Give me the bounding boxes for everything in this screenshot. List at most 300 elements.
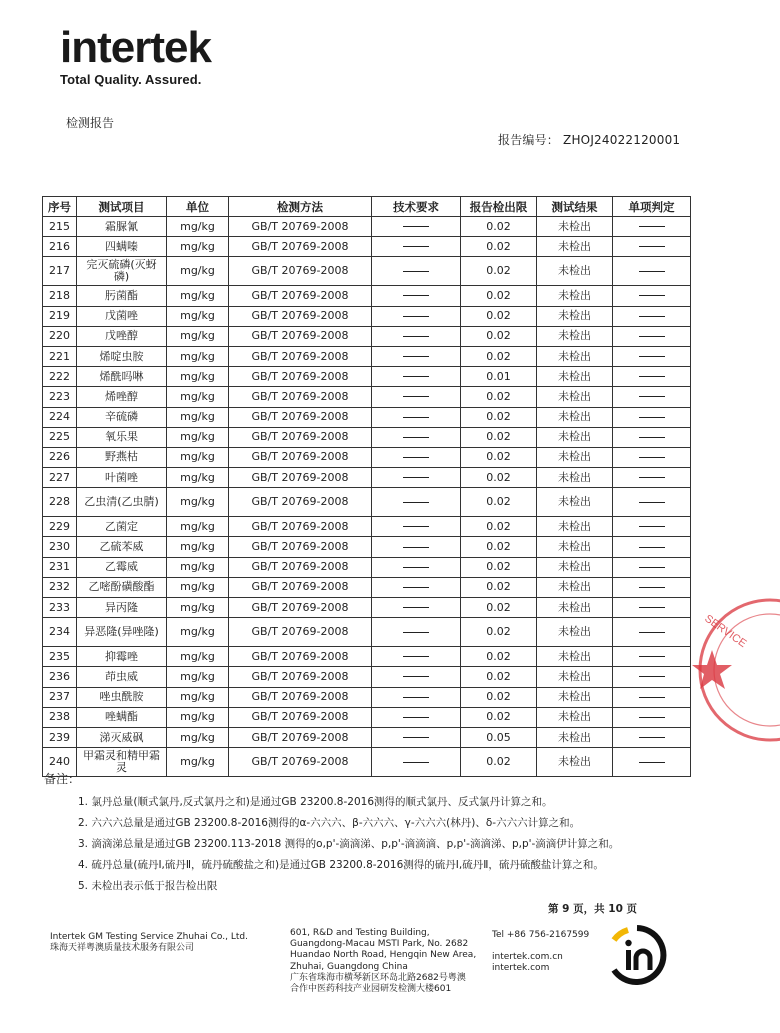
footer-company-en: Intertek GM Testing Service Zhuhai Co., Ltd. [50, 932, 248, 942]
cell-requirement [372, 687, 461, 707]
table-row [43, 707, 691, 727]
cell-judgement [613, 217, 691, 237]
cell-detection-limit: 0.02 [461, 217, 537, 237]
cell-judgement [613, 557, 691, 577]
cell-requirement [372, 667, 461, 687]
cell-test-result: 未检出 [537, 618, 613, 647]
cell-requirement [372, 618, 461, 647]
cell-judgement [613, 387, 691, 407]
cell-requirement [372, 286, 461, 306]
cell-test-result: 未检出 [537, 407, 613, 427]
cell-test-result: 未检出 [537, 346, 613, 366]
cell-test-method: GB/T 20769-2008 [229, 577, 372, 597]
cell-judgement [613, 667, 691, 687]
cell-test-item: 烯酰吗啉 [77, 367, 167, 387]
cell-test-method: GB/T 20769-2008 [229, 598, 372, 618]
cell-unit: mg/kg [167, 286, 229, 306]
cell-unit: mg/kg [167, 488, 229, 517]
dash-mark [403, 607, 429, 608]
cell-test-method: GB/T 20769-2008 [229, 537, 372, 557]
cell-row-number: 222 [43, 367, 77, 387]
col-header-requirement: 技术要求 [372, 197, 461, 217]
dash-mark [639, 587, 665, 588]
cell-test-item: 叶菌唑 [77, 468, 167, 488]
table-row [43, 537, 691, 557]
table-row [43, 217, 691, 237]
cell-unit: mg/kg [167, 577, 229, 597]
cell-unit: mg/kg [167, 367, 229, 387]
dash-mark [403, 477, 429, 478]
cell-test-item: 抑霉唑 [77, 647, 167, 667]
cell-test-method: GB/T 20769-2008 [229, 687, 372, 707]
cell-row-number: 238 [43, 707, 77, 727]
cell-test-item: 唑虫酰胺 [77, 687, 167, 707]
footer-address-line: 广东省珠海市横琴新区环岛北路2682号粤澳 [290, 972, 466, 983]
cell-detection-limit: 0.02 [461, 537, 537, 557]
cell-judgement [613, 237, 691, 257]
cell-row-number: 215 [43, 217, 77, 237]
cell-test-method: GB/T 20769-2008 [229, 447, 372, 467]
cell-test-method: GB/T 20769-2008 [229, 707, 372, 727]
table-row [43, 346, 691, 366]
cell-detection-limit: 0.02 [461, 707, 537, 727]
table-row [43, 306, 691, 326]
dash-mark [639, 316, 665, 317]
dash-mark [639, 697, 665, 698]
table-row [43, 577, 691, 597]
dash-mark [639, 502, 665, 503]
table-row [43, 427, 691, 447]
cell-row-number: 240 [43, 748, 77, 777]
cell-requirement [372, 387, 461, 407]
col-header-unit: 单位 [167, 197, 229, 217]
cell-test-method: GB/T 20769-2008 [229, 667, 372, 687]
table-row [43, 387, 691, 407]
cell-test-result: 未检出 [537, 707, 613, 727]
cell-test-result: 未检出 [537, 557, 613, 577]
cell-row-number: 216 [43, 237, 77, 257]
dash-mark [403, 656, 429, 657]
cell-test-method: GB/T 20769-2008 [229, 618, 372, 647]
cell-unit: mg/kg [167, 447, 229, 467]
cell-requirement [372, 517, 461, 537]
cell-unit: mg/kg [167, 517, 229, 537]
cell-test-result: 未检出 [537, 306, 613, 326]
dash-mark [403, 632, 429, 633]
cell-requirement [372, 727, 461, 747]
cell-judgement [613, 326, 691, 346]
dash-mark [639, 457, 665, 458]
document-title: 检测报告 [66, 116, 115, 130]
dash-mark [403, 356, 429, 357]
dash-mark [403, 316, 429, 317]
cell-row-number: 224 [43, 407, 77, 427]
cell-detection-limit: 0.02 [461, 647, 537, 667]
cell-test-result: 未检出 [537, 537, 613, 557]
cell-row-number: 217 [43, 257, 77, 286]
cell-test-method: GB/T 20769-2008 [229, 557, 372, 577]
cell-detection-limit: 0.02 [461, 598, 537, 618]
cell-row-number: 239 [43, 727, 77, 747]
footer-company [50, 932, 248, 954]
dash-mark [639, 295, 665, 296]
table-header-row [43, 197, 691, 217]
dash-mark [639, 417, 665, 418]
cell-requirement [372, 306, 461, 326]
cell-test-item: 肟菌酯 [77, 286, 167, 306]
note-item: 3. 滴滴涕总量是通过GB 23200.113-2018 测得的o,p'-滴滴涕、p,p'-滴滴滴、p,p'-滴滴涕、p,p'-滴滴伊计算之和。 [78, 838, 620, 850]
cell-test-method: GB/T 20769-2008 [229, 257, 372, 286]
cell-judgement [613, 447, 691, 467]
footer-address [290, 928, 476, 995]
cell-detection-limit: 0.02 [461, 468, 537, 488]
cell-row-number: 232 [43, 577, 77, 597]
cell-judgement [613, 707, 691, 727]
report-number-label: 报告编号： [498, 133, 560, 147]
cell-test-item: 乙虫清(乙虫腈) [77, 488, 167, 517]
cell-judgement [613, 407, 691, 427]
cell-requirement [372, 468, 461, 488]
dash-mark [403, 587, 429, 588]
cell-requirement [372, 488, 461, 517]
cell-test-method: GB/T 20769-2008 [229, 326, 372, 346]
cell-test-method: GB/T 20769-2008 [229, 407, 372, 427]
cell-row-number: 231 [43, 557, 77, 577]
dash-mark [403, 676, 429, 677]
cell-detection-limit: 0.02 [461, 488, 537, 517]
dash-mark [403, 376, 429, 377]
note-item: 5. 未检出表示低于报告检出限 [78, 880, 218, 892]
cell-detection-limit: 0.02 [461, 447, 537, 467]
cell-detection-limit: 0.02 [461, 748, 537, 777]
cell-test-result: 未检出 [537, 687, 613, 707]
cell-test-item: 氧乐果 [77, 427, 167, 447]
cell-detection-limit: 0.02 [461, 687, 537, 707]
col-header-limit: 报告检出限 [461, 197, 537, 217]
dash-mark [403, 697, 429, 698]
cell-test-method: GB/T 20769-2008 [229, 727, 372, 747]
table-row [43, 447, 691, 467]
dash-mark [639, 632, 665, 633]
cell-unit: mg/kg [167, 387, 229, 407]
cell-unit: mg/kg [167, 598, 229, 618]
col-header-judgement: 单项判定 [613, 197, 691, 217]
cell-test-item: 戊菌唑 [77, 306, 167, 326]
cell-requirement [372, 598, 461, 618]
cell-row-number: 226 [43, 447, 77, 467]
dash-mark [639, 477, 665, 478]
dash-mark [639, 737, 665, 738]
cell-unit: mg/kg [167, 557, 229, 577]
cell-test-item: 四螨嗪 [77, 237, 167, 257]
dash-mark [403, 437, 429, 438]
cell-judgement [613, 687, 691, 707]
dash-mark [639, 607, 665, 608]
cell-judgement [613, 286, 691, 306]
cell-detection-limit: 0.02 [461, 427, 537, 447]
cell-test-method: GB/T 20769-2008 [229, 346, 372, 366]
cell-unit: mg/kg [167, 537, 229, 557]
cell-detection-limit: 0.02 [461, 387, 537, 407]
cell-test-method: GB/T 20769-2008 [229, 748, 372, 777]
col-header-no: 序号 [43, 197, 77, 217]
cell-requirement [372, 647, 461, 667]
cell-judgement [613, 367, 691, 387]
cell-row-number: 236 [43, 667, 77, 687]
cell-test-result: 未检出 [537, 237, 613, 257]
cell-test-item: 唑螨酯 [77, 707, 167, 727]
cell-test-result: 未检出 [537, 647, 613, 667]
cell-unit: mg/kg [167, 618, 229, 647]
table-row [43, 618, 691, 647]
cell-unit: mg/kg [167, 748, 229, 777]
cell-row-number: 225 [43, 427, 77, 447]
cell-test-item: 乙硫苯威 [77, 537, 167, 557]
cell-row-number: 228 [43, 488, 77, 517]
dash-mark [639, 656, 665, 657]
dash-mark [403, 762, 429, 763]
cell-test-result: 未检出 [537, 286, 613, 306]
dash-mark [639, 271, 665, 272]
cell-test-result: 未检出 [537, 577, 613, 597]
dash-mark [403, 526, 429, 527]
cell-test-result: 未检出 [537, 488, 613, 517]
cell-test-result: 未检出 [537, 427, 613, 447]
footer-address-line: Huandao North Road, Hengqin New Area, [290, 950, 477, 961]
cell-test-result: 未检出 [537, 468, 613, 488]
cell-requirement [372, 326, 461, 346]
cell-test-result: 未检出 [537, 517, 613, 537]
notes-heading: 备注： [44, 772, 81, 786]
cell-requirement [372, 577, 461, 597]
dash-mark [403, 396, 429, 397]
cell-test-item: 乙菌定 [77, 517, 167, 537]
cell-test-method: GB/T 20769-2008 [229, 217, 372, 237]
cell-test-result: 未检出 [537, 447, 613, 467]
dash-mark [403, 567, 429, 568]
dash-mark [403, 336, 429, 337]
cell-requirement [372, 346, 461, 366]
cell-judgement [613, 647, 691, 667]
cell-unit: mg/kg [167, 346, 229, 366]
table-row [43, 367, 691, 387]
footer-address-line: Zhuhai, Guangdong China [290, 961, 408, 972]
cell-unit: mg/kg [167, 427, 229, 447]
cell-detection-limit: 0.02 [461, 557, 537, 577]
cell-unit: mg/kg [167, 306, 229, 326]
cell-test-item: 野燕枯 [77, 447, 167, 467]
cell-detection-limit: 0.02 [461, 257, 537, 286]
report-number [498, 131, 680, 148]
dash-mark [403, 226, 429, 227]
dash-mark [403, 737, 429, 738]
cell-test-item: 完灭硫磷(灭蚜磷) [77, 257, 167, 286]
cell-detection-limit: 0.02 [461, 326, 537, 346]
cell-test-result: 未检出 [537, 748, 613, 777]
cell-test-result: 未检出 [537, 727, 613, 747]
cell-judgement [613, 537, 691, 557]
cell-judgement [613, 468, 691, 488]
cell-row-number: 220 [43, 326, 77, 346]
cell-test-item: 茚虫威 [77, 667, 167, 687]
notes-list [78, 792, 619, 897]
cell-row-number: 233 [43, 598, 77, 618]
col-header-method: 检测方法 [229, 197, 372, 217]
cell-test-item: 辛硫磷 [77, 407, 167, 427]
dash-mark [639, 376, 665, 377]
col-header-result: 测试结果 [537, 197, 613, 217]
cell-row-number: 237 [43, 687, 77, 707]
table-row [43, 647, 691, 667]
cell-test-item: 甲霜灵和精甲霜灵 [77, 748, 167, 777]
cell-judgement [613, 306, 691, 326]
dash-mark [639, 356, 665, 357]
dash-mark [403, 295, 429, 296]
dash-mark [639, 547, 665, 548]
cell-test-method: GB/T 20769-2008 [229, 488, 372, 517]
footer-address-line: 601, R&D and Testing Building, [290, 928, 430, 938]
cell-test-method: GB/T 20769-2008 [229, 286, 372, 306]
note-item: 1. 氯丹总量(顺式氯丹,反式氯丹之和)是通过GB 23200.8-2016测得的顺式氯丹、反式氯丹计算之和。 [78, 796, 553, 808]
dash-mark [639, 437, 665, 438]
cell-test-result: 未检出 [537, 326, 613, 346]
note-item: 2. 六六六总量是通过GB 23200.8-2016测得的α-六六六、β-六六六、γ-六六六(林丹)、δ-六六六计算之和。 [78, 817, 581, 829]
cell-requirement [372, 217, 461, 237]
table-row [43, 667, 691, 687]
footer-tel: Tel +86 756-2167599 [492, 930, 590, 940]
cell-detection-limit: 0.05 [461, 727, 537, 747]
cell-test-method: GB/T 20769-2008 [229, 468, 372, 488]
official-seal-stamp [690, 590, 780, 750]
cell-unit: mg/kg [167, 257, 229, 286]
cell-test-item: 异丙隆 [77, 598, 167, 618]
table-row [43, 517, 691, 537]
cell-test-result: 未检出 [537, 667, 613, 687]
cell-detection-limit: 0.02 [461, 618, 537, 647]
cell-requirement [372, 557, 461, 577]
dash-mark [639, 526, 665, 527]
dash-mark [639, 762, 665, 763]
cell-test-result: 未检出 [537, 387, 613, 407]
table-row [43, 326, 691, 346]
cell-judgement [613, 257, 691, 286]
footer-web: intertek.com [492, 963, 550, 974]
cell-test-method: GB/T 20769-2008 [229, 647, 372, 667]
cell-test-result: 未检出 [537, 367, 613, 387]
cell-test-result: 未检出 [537, 217, 613, 237]
cell-test-method: GB/T 20769-2008 [229, 367, 372, 387]
cell-row-number: 234 [43, 618, 77, 647]
cell-row-number: 227 [43, 468, 77, 488]
cell-row-number: 229 [43, 517, 77, 537]
cell-test-method: GB/T 20769-2008 [229, 387, 372, 407]
cell-unit: mg/kg [167, 727, 229, 747]
dash-mark [639, 246, 665, 247]
cell-test-item: 乙霉威 [77, 557, 167, 577]
cell-judgement [613, 748, 691, 777]
cell-test-item: 戊唑醇 [77, 326, 167, 346]
table-row [43, 468, 691, 488]
cell-test-item: 乙嘧酚磺酸酯 [77, 577, 167, 597]
cell-requirement [372, 427, 461, 447]
intertek-in-logo-icon [606, 924, 668, 986]
cell-judgement [613, 517, 691, 537]
cell-row-number: 230 [43, 537, 77, 557]
dash-mark [639, 717, 665, 718]
report-number-value: ZHOJ24022120001 [563, 133, 681, 147]
results-table [42, 196, 691, 777]
footer-contact [492, 930, 589, 975]
logo-wordmark: intertek [60, 23, 211, 72]
table-row [43, 727, 691, 747]
stamp-text: SERVICE [702, 612, 749, 651]
cell-judgement [613, 346, 691, 366]
footer-web-cn: intertek.com.cn [492, 952, 563, 963]
cell-unit: mg/kg [167, 217, 229, 237]
dash-mark [403, 547, 429, 548]
table-row [43, 237, 691, 257]
cell-detection-limit: 0.02 [461, 517, 537, 537]
cell-test-method: GB/T 20769-2008 [229, 306, 372, 326]
cell-unit: mg/kg [167, 667, 229, 687]
page-number: 第 9 页，共 10 页 [548, 903, 638, 915]
table-row [43, 748, 691, 777]
cell-judgement [613, 427, 691, 447]
cell-test-method: GB/T 20769-2008 [229, 237, 372, 257]
cell-test-result: 未检出 [537, 257, 613, 286]
table-row [43, 257, 691, 286]
cell-detection-limit: 0.02 [461, 286, 537, 306]
cell-requirement [372, 537, 461, 557]
cell-requirement [372, 257, 461, 286]
cell-detection-limit: 0.02 [461, 407, 537, 427]
dash-mark [639, 567, 665, 568]
cell-requirement [372, 237, 461, 257]
dash-mark [403, 502, 429, 503]
cell-unit: mg/kg [167, 687, 229, 707]
cell-detection-limit: 0.02 [461, 577, 537, 597]
dash-mark [639, 336, 665, 337]
table-row [43, 557, 691, 577]
cell-requirement [372, 447, 461, 467]
cell-unit: mg/kg [167, 468, 229, 488]
table-row [43, 598, 691, 618]
cell-test-item: 烯啶虫胺 [77, 346, 167, 366]
dash-mark [639, 676, 665, 677]
table-body [43, 217, 691, 777]
note-item: 4. 硫丹总量(硫丹Ⅰ,硫丹Ⅱ，硫丹硫酸盐之和)是通过GB 23200.8-2016测得的硫丹Ⅰ,硫丹Ⅱ，硫丹硫酸盐计算之和。 [78, 859, 604, 871]
cell-unit: mg/kg [167, 326, 229, 346]
cell-detection-limit: 0.02 [461, 667, 537, 687]
dash-mark [403, 271, 429, 272]
cell-test-item: 异恶隆(异唑隆) [77, 618, 167, 647]
cell-requirement [372, 407, 461, 427]
footer-address-line: Guangdong-Macau MSTI Park, No. 2682 [290, 939, 469, 950]
cell-row-number: 218 [43, 286, 77, 306]
cell-test-item: 霜脲氰 [77, 217, 167, 237]
footer-address-line: 合作中医药科技产业园研发检测大楼601 [290, 984, 452, 995]
dash-mark [639, 396, 665, 397]
cell-unit: mg/kg [167, 237, 229, 257]
dash-mark [403, 417, 429, 418]
cell-test-method: GB/T 20769-2008 [229, 517, 372, 537]
table-row [43, 488, 691, 517]
table-row [43, 407, 691, 427]
cell-detection-limit: 0.02 [461, 237, 537, 257]
cell-judgement [613, 488, 691, 517]
cell-detection-limit: 0.02 [461, 306, 537, 326]
cell-test-item: 涕灭威砜 [77, 727, 167, 747]
